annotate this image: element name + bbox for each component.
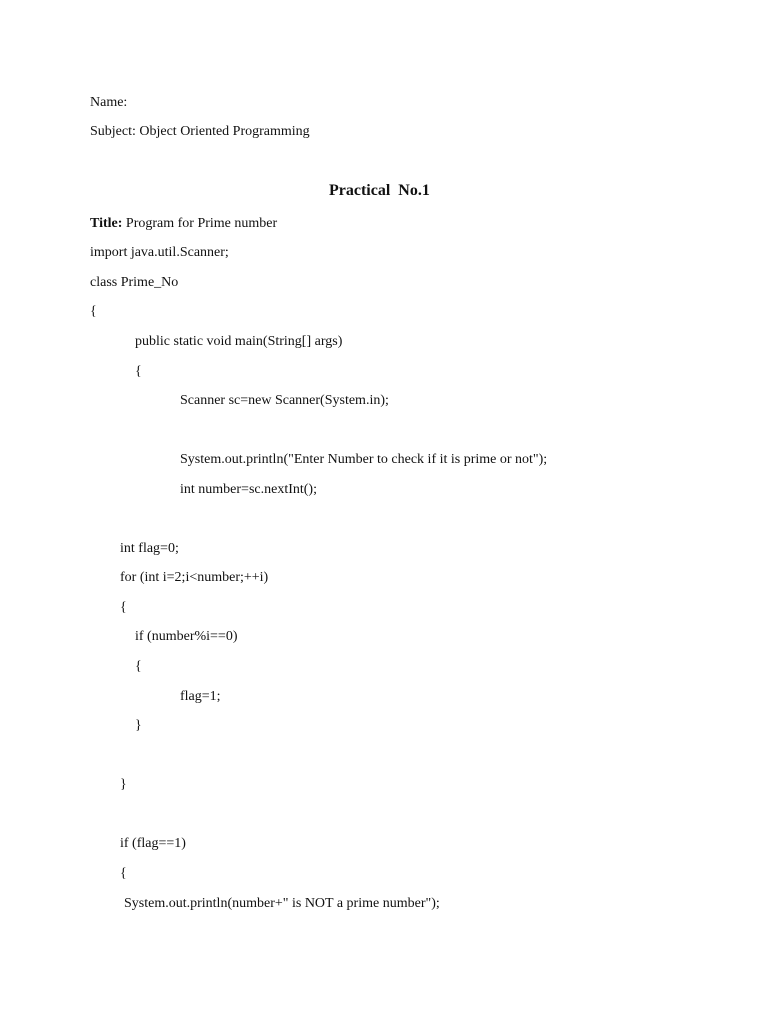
code-line: if (flag==1) — [120, 836, 186, 851]
code-line: } — [135, 718, 142, 733]
practical-heading: Practical No.1 — [329, 182, 430, 199]
code-line: { — [90, 304, 97, 319]
title-label: Title: — [90, 216, 123, 231]
code-line: { — [120, 866, 127, 881]
code-line: { — [135, 659, 142, 674]
code-line: flag=1; — [180, 689, 221, 704]
code-line: System.out.println(number+" is NOT a prime number"); — [124, 896, 440, 911]
subject-line: Subject: Object Oriented Programming — [90, 124, 310, 139]
title-text: Program for Prime number — [122, 216, 278, 231]
code-line: System.out.println("Enter Number to check if it is prime or not"); — [180, 452, 548, 467]
code-line: { — [135, 364, 142, 379]
code-line: for (int i=2;i<number;++i) — [120, 570, 269, 585]
code-line: int flag=0; — [120, 541, 179, 556]
title-line — [90, 215, 277, 233]
code-line: import java.util.Scanner; — [90, 245, 229, 260]
code-line: class Prime_No — [90, 275, 179, 290]
name-label: Name: — [90, 95, 128, 110]
code-line: if (number%i==0) — [135, 629, 238, 644]
code-line: Scanner sc=new Scanner(System.in); — [180, 393, 389, 408]
code-line: } — [120, 777, 127, 792]
code-line: { — [120, 600, 127, 615]
code-line: public static void main(String[] args) — [135, 334, 343, 349]
code-line: int number=sc.nextInt(); — [180, 482, 317, 497]
